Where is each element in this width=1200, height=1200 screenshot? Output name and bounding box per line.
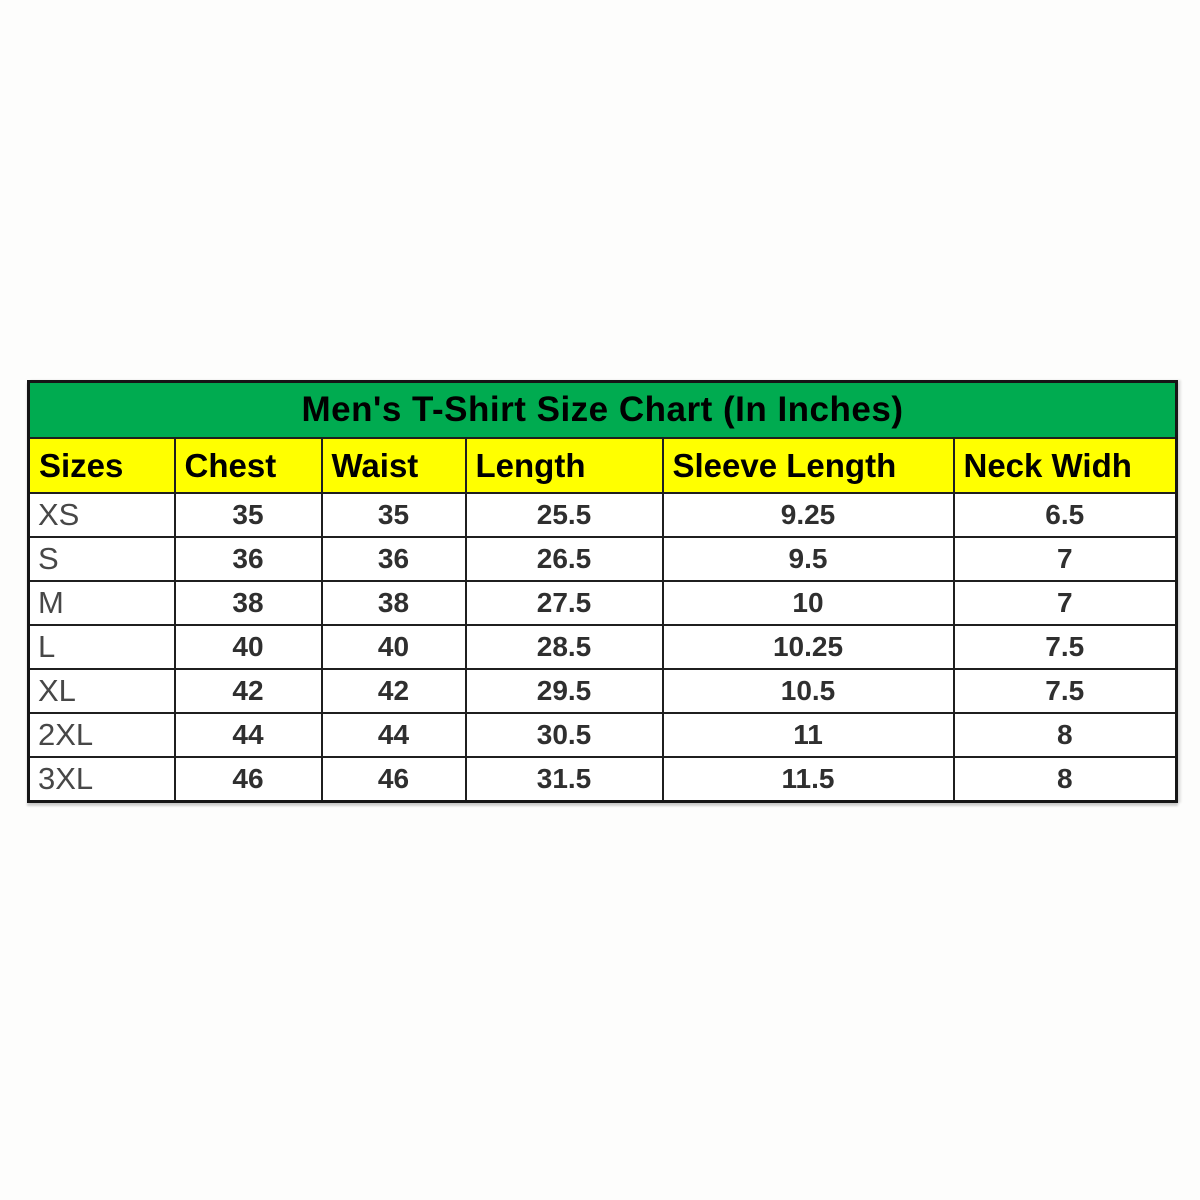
header-sleeve-length: Sleeve Length	[663, 438, 954, 493]
value-cell: 26.5	[466, 537, 663, 581]
size-cell: M	[29, 581, 175, 625]
table-row-xl	[29, 669, 1177, 713]
value-cell: 6.5	[954, 493, 1177, 537]
table-row-m	[29, 581, 1177, 625]
value-cell: 40	[175, 625, 322, 669]
value-cell: 9.25	[663, 493, 954, 537]
table-row-s	[29, 537, 1177, 581]
table-title: Men's T-Shirt Size Chart (In Inches)	[29, 382, 1177, 439]
size-cell: S	[29, 537, 175, 581]
size-cell: XL	[29, 669, 175, 713]
header-waist: Waist	[322, 438, 466, 493]
value-cell: 25.5	[466, 493, 663, 537]
value-cell: 46	[322, 757, 466, 802]
header-neck-width: Neck Widh	[954, 438, 1177, 493]
value-cell: 46	[175, 757, 322, 802]
value-cell: 44	[322, 713, 466, 757]
value-cell: 30.5	[466, 713, 663, 757]
size-cell: L	[29, 625, 175, 669]
value-cell: 42	[175, 669, 322, 713]
value-cell: 11.5	[663, 757, 954, 802]
value-cell: 7.5	[954, 625, 1177, 669]
size-cell: XS	[29, 493, 175, 537]
value-cell: 27.5	[466, 581, 663, 625]
value-cell: 10.25	[663, 625, 954, 669]
value-cell: 8	[954, 713, 1177, 757]
title-row	[29, 382, 1177, 439]
header-row	[29, 438, 1177, 493]
table-row-l	[29, 625, 1177, 669]
header-length: Length	[466, 438, 663, 493]
table-row-xs	[29, 493, 1177, 537]
value-cell: 11	[663, 713, 954, 757]
value-cell: 7	[954, 537, 1177, 581]
value-cell: 28.5	[466, 625, 663, 669]
value-cell: 31.5	[466, 757, 663, 802]
size-chart-table	[27, 380, 1178, 803]
value-cell: 38	[322, 581, 466, 625]
value-cell: 38	[175, 581, 322, 625]
value-cell: 8	[954, 757, 1177, 802]
header-sizes: Sizes	[29, 438, 175, 493]
value-cell: 9.5	[663, 537, 954, 581]
value-cell: 7	[954, 581, 1177, 625]
table-row-3xl	[29, 757, 1177, 802]
value-cell: 10.5	[663, 669, 954, 713]
value-cell: 36	[322, 537, 466, 581]
value-cell: 42	[322, 669, 466, 713]
value-cell: 10	[663, 581, 954, 625]
header-chest: Chest	[175, 438, 322, 493]
size-cell: 3XL	[29, 757, 175, 802]
table-row-2xl	[29, 713, 1177, 757]
value-cell: 35	[175, 493, 322, 537]
value-cell: 40	[322, 625, 466, 669]
size-cell: 2XL	[29, 713, 175, 757]
value-cell: 36	[175, 537, 322, 581]
value-cell: 35	[322, 493, 466, 537]
value-cell: 7.5	[954, 669, 1177, 713]
value-cell: 29.5	[466, 669, 663, 713]
value-cell: 44	[175, 713, 322, 757]
